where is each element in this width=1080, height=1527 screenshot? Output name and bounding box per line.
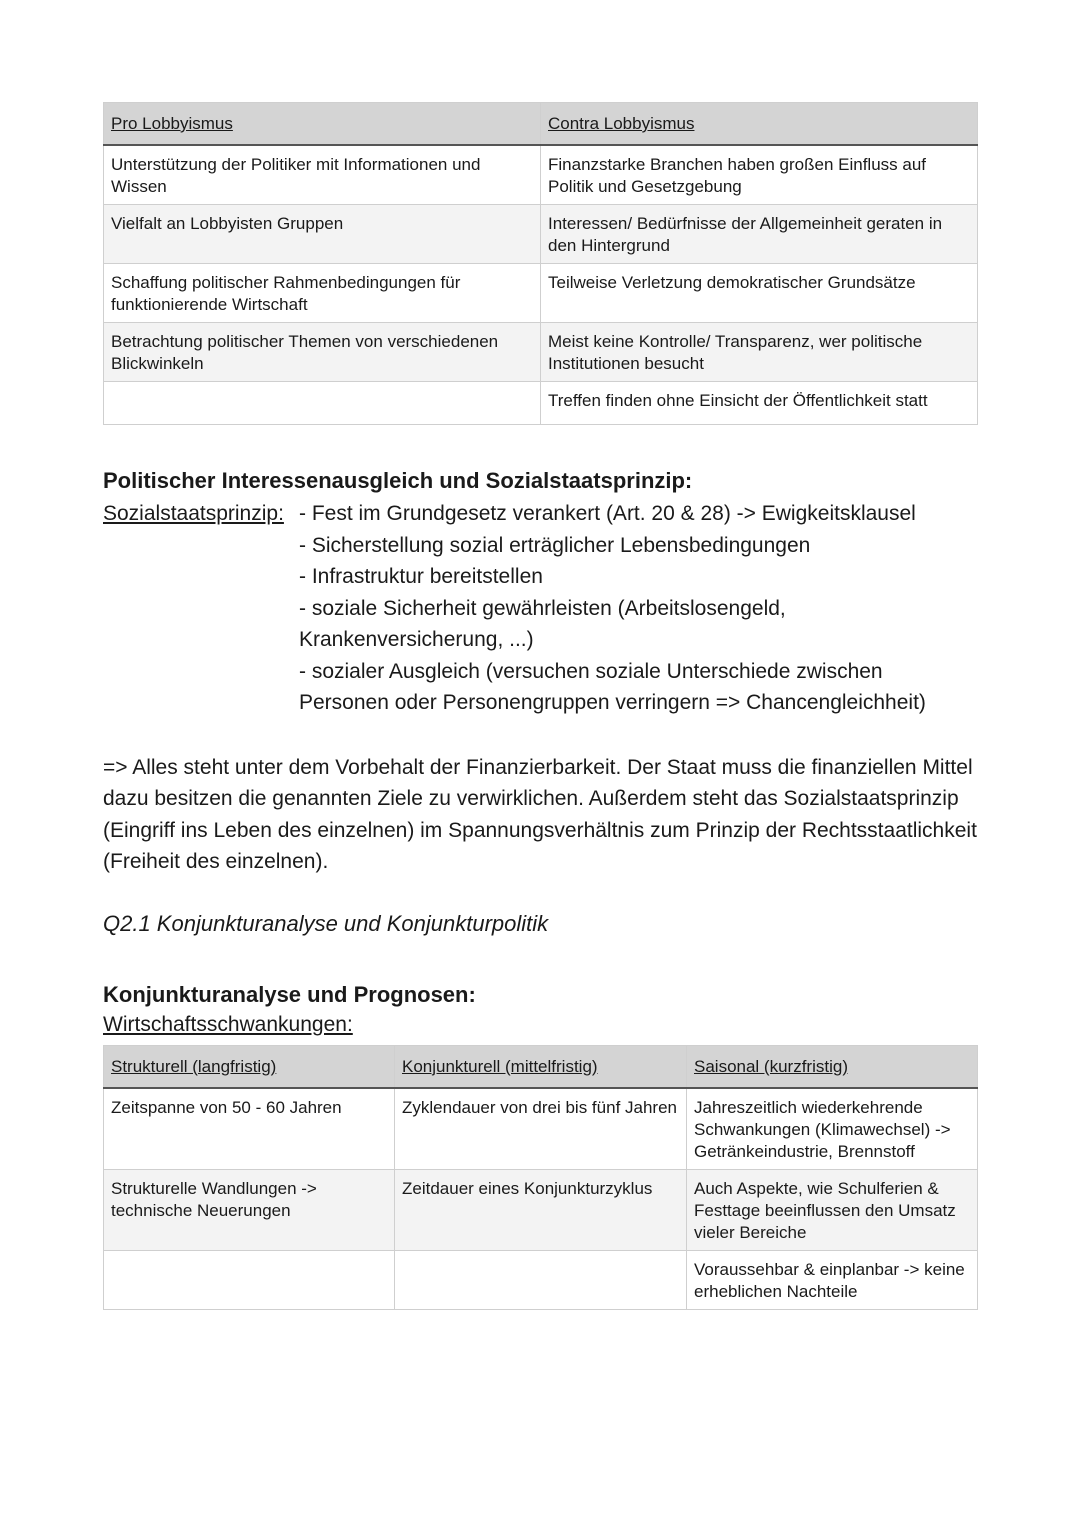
table-cell: Betrachtung politischer Themen von verschiedenen Blickwinkeln <box>104 323 541 382</box>
header-strukturell: Strukturell (langfristig) <box>104 1045 395 1088</box>
table-row <box>104 264 978 323</box>
chapter-title: Q2.1 Konjunkturanalyse und Konjunkturpolitik <box>103 910 549 936</box>
table-row <box>104 382 978 425</box>
table-cell: Zeitspanne von 50 - 60 Jahren <box>104 1088 395 1170</box>
table-cell <box>395 1250 687 1309</box>
table-row <box>104 1169 978 1250</box>
table-cell: Treffen finden ohne Einsicht der Öffentlichkeit statt <box>541 382 978 425</box>
wirtschaftsschwankungen-table <box>103 1045 978 1310</box>
lobbyismus-table <box>103 102 978 425</box>
table-cell: Zyklendauer von drei bis fünf Jahren <box>395 1088 687 1170</box>
header-saisonal: Saisonal (kurzfristig) <box>687 1045 978 1088</box>
term-label: Sozialstaatsprinzip: <box>103 502 284 525</box>
summary-paragraph: => Alles steht unter dem Vorbehalt der Finanzierbarkeit. Der Staat muss die finanziellen Mittel dazu besitzen die genannten Ziele zu verwirklichen. Außerdem steht das Sozialstaatsprinzip (Eingriff ins Leben des einzelnen) im Spannungsverhältnis zum Prinzip der Rechtsstaatlichkeit (Freiheit des einzelnen). <box>103 755 977 873</box>
table-row <box>104 1088 978 1170</box>
table-cell: Auch Aspekte, wie Schulferien & Festtage beeinflussen den Umsatz vieler Bereiche <box>687 1169 978 1250</box>
subheading: Wirtschaftsschwankungen: <box>103 1012 353 1036</box>
section-heading: Politischer Interessenausgleich und Sozialstaatsprinzip: <box>103 468 693 493</box>
list-item: - soziale Sicherheit gewährleisten (Arbeitslosengeld, Krankenversicherung, ...) <box>299 596 786 651</box>
header-konjunkturell: Konjunkturell (mittelfristig) <box>395 1045 687 1088</box>
list-item: - Sicherstellung sozial erträglicher Lebensbedingungen <box>299 533 811 557</box>
list-item: - Fest im Grundgesetz verankert (Art. 20 & 28) -> Ewigkeitsklausel <box>299 502 916 525</box>
table-cell: Jahreszeitlich wiederkehrende Schwankungen (Klimawechsel) -> Getränkeindustrie, Brennstoff <box>687 1088 978 1170</box>
table-row <box>104 145 978 205</box>
table-cell: Interessen/ Bedürfnisse der Allgemeinheit geraten in den Hintergrund <box>541 205 978 264</box>
table-cell: Teilweise Verletzung demokratischer Grundsätze <box>541 264 978 323</box>
document-page <box>103 102 977 1310</box>
table-cell: Vielfalt an Lobbyisten Gruppen <box>104 205 541 264</box>
table-cell: Voraussehbar & einplanbar -> keine erheblichen Nachteile <box>687 1250 978 1309</box>
table-cell: Unterstützung der Politiker mit Informationen und Wissen <box>104 145 541 205</box>
section-heading: Konjunkturanalyse und Prognosen: <box>103 981 476 1007</box>
table-cell: Schaffung politischer Rahmenbedingungen für funktionierende Wirtschaft <box>104 264 541 323</box>
table-header-row <box>104 103 978 146</box>
point-list <box>103 498 977 719</box>
header-contra: Contra Lobbyismus <box>541 103 978 146</box>
table-cell: Strukturelle Wandlungen -> technische Neuerungen <box>104 1169 395 1250</box>
list-item: - sozialer Ausgleich (versuchen soziale Unterschiede zwischen Personen oder Personengruppen verringern => Chancengleichheit) <box>299 659 926 714</box>
table-row <box>104 205 978 264</box>
table-cell: Meist keine Kontrolle/ Transparenz, wer politische Institutionen besucht <box>541 323 978 382</box>
table-cell <box>104 382 541 425</box>
table-row <box>104 323 978 382</box>
table-cell: Finanzstarke Branchen haben großen Einfluss auf Politik und Gesetzgebung <box>541 145 978 205</box>
table-header-row <box>104 1045 978 1088</box>
section-sozialstaat <box>103 466 977 878</box>
table-row <box>104 1250 978 1309</box>
header-pro: Pro Lobbyismus <box>104 103 541 146</box>
table-cell <box>104 1250 395 1309</box>
list-item: - Infrastruktur bereitstellen <box>299 565 543 588</box>
table-cell: Zeitdauer eines Konjunkturzyklus <box>395 1169 687 1250</box>
sozialstaatsprinzip-block <box>103 498 977 719</box>
